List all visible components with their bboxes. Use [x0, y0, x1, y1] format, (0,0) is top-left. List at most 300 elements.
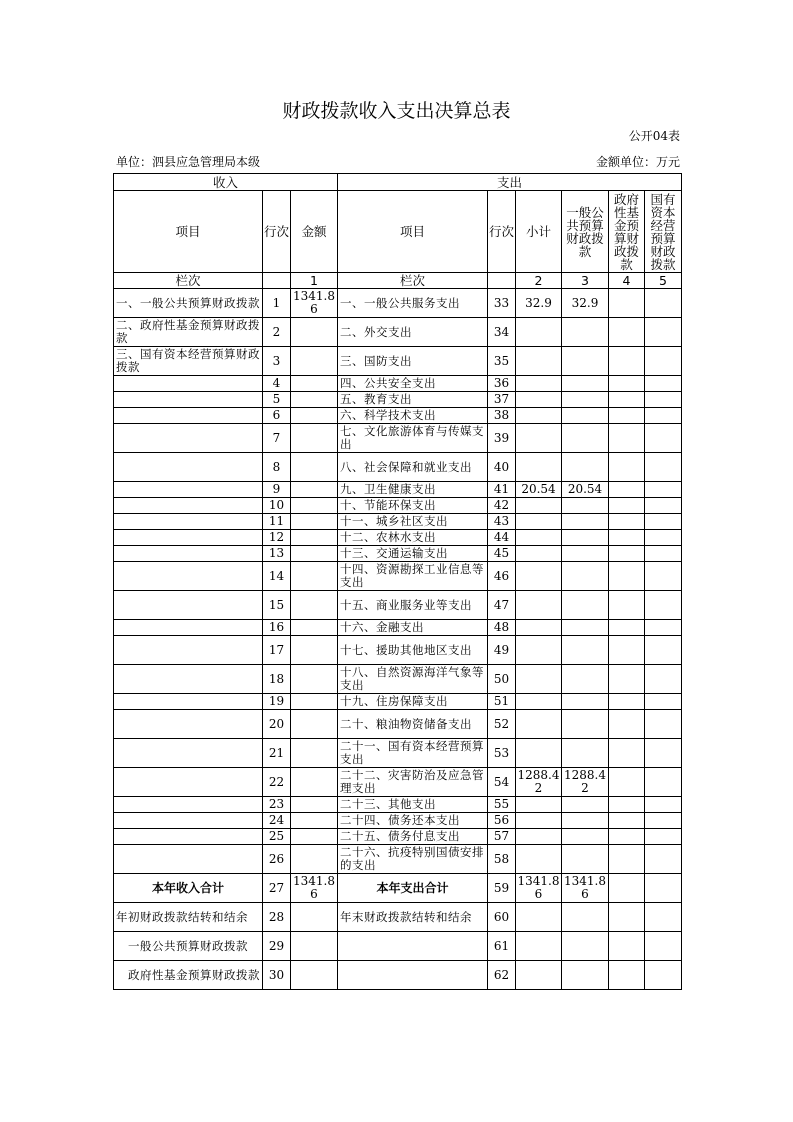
income-row-no: 3 — [263, 347, 291, 376]
income-row-no: 29 — [263, 932, 291, 961]
income-row-no: 14 — [263, 562, 291, 591]
expense-row-no: 60 — [488, 903, 516, 932]
income-column-no-label: 栏次 — [114, 273, 263, 289]
totals-row — [114, 874, 682, 903]
expense-subtotal: 32.9 — [516, 289, 562, 318]
table-row — [114, 562, 682, 591]
gov-fund-amount — [609, 845, 645, 874]
gov-fund-amount — [609, 530, 645, 546]
expense-item: 二十、粮油物资储备支出 — [338, 710, 488, 739]
expense-subtotal — [516, 347, 562, 376]
income-amount — [291, 903, 338, 932]
table-row — [114, 813, 682, 829]
income-row-no: 20 — [263, 710, 291, 739]
expense-item: 五、教育支出 — [338, 392, 488, 408]
income-item — [114, 845, 263, 874]
expense-column-no-label: 栏次 — [338, 273, 488, 289]
gov-fund-amount — [609, 392, 645, 408]
income-item: 一、一般公共预算财政拨款 — [114, 289, 263, 318]
expense-row-no: 61 — [488, 932, 516, 961]
expense-item: 十四、资源勘探工业信息等支出 — [338, 562, 488, 591]
expense-item — [338, 932, 488, 961]
income-row-no: 17 — [263, 636, 291, 665]
table-row — [114, 845, 682, 874]
form-code: 公开04表 — [628, 129, 680, 143]
page-title: 财政拨款收入支出决算总表 — [282, 100, 511, 122]
column-no-3: 3 — [562, 273, 609, 289]
income-row-no: 21 — [263, 739, 291, 768]
state-capital-amount — [645, 546, 682, 562]
general-budget-amount — [562, 845, 609, 874]
income-amount: 1341.86 — [291, 289, 338, 318]
income-amount — [291, 392, 338, 408]
income-row-no: 8 — [263, 453, 291, 482]
expense-row-no: 36 — [488, 376, 516, 392]
income-row-no: 13 — [263, 546, 291, 562]
income-row-no: 6 — [263, 408, 291, 424]
expense-subtotal — [516, 620, 562, 636]
expense-subtotal — [516, 514, 562, 530]
income-item — [114, 408, 263, 424]
general-budget-amount — [562, 530, 609, 546]
general-budget-amount — [562, 514, 609, 530]
gov-fund-amount — [609, 546, 645, 562]
column-no-4: 4 — [609, 273, 645, 289]
income-item — [114, 665, 263, 694]
income-item: 本年收入合计 — [114, 874, 263, 903]
expense-row-no: 54 — [488, 768, 516, 797]
state-capital-amount — [645, 665, 682, 694]
income-row-no: 26 — [263, 845, 291, 874]
general-budget-amount — [562, 710, 609, 739]
table-row — [114, 739, 682, 768]
income-amount — [291, 530, 338, 546]
expense-item: 四、公共安全支出 — [338, 376, 488, 392]
table-row — [114, 620, 682, 636]
table-row — [114, 482, 682, 498]
expense-item: 八、社会保障和就业支出 — [338, 453, 488, 482]
table-row — [114, 546, 682, 562]
expense-item: 二十四、债务还本支出 — [338, 813, 488, 829]
state-capital-header: 国有资本经营预算财政拨款 — [645, 191, 682, 273]
expense-row-no: 50 — [488, 665, 516, 694]
expense-column-no-blank — [488, 273, 516, 289]
table-row — [114, 514, 682, 530]
table-row — [114, 932, 682, 961]
expense-row-no: 34 — [488, 318, 516, 347]
expense-subtotal — [516, 408, 562, 424]
table-row — [114, 591, 682, 620]
expense-row-no: 44 — [488, 530, 516, 546]
income-item — [114, 797, 263, 813]
table-row — [114, 453, 682, 482]
income-item: 三、国有资本经营预算财政拨款 — [114, 347, 263, 376]
expense-subtotal — [516, 591, 562, 620]
income-item — [114, 739, 263, 768]
expense-item: 三、国防支出 — [338, 347, 488, 376]
income-item — [114, 710, 263, 739]
income-row-no: 25 — [263, 829, 291, 845]
expense-row-no: 37 — [488, 392, 516, 408]
state-capital-amount — [645, 797, 682, 813]
expense-subtotal — [516, 318, 562, 347]
income-amount — [291, 318, 338, 347]
expense-item: 十一、城乡社区支出 — [338, 514, 488, 530]
general-budget-amount — [562, 498, 609, 514]
expense-row-no: 42 — [488, 498, 516, 514]
state-capital-amount — [645, 530, 682, 546]
income-amount — [291, 829, 338, 845]
table-row — [114, 636, 682, 665]
income-amount — [291, 453, 338, 482]
income-row-no-header: 行次 — [263, 191, 291, 273]
gov-fund-amount — [609, 768, 645, 797]
income-amount — [291, 739, 338, 768]
income-amount — [291, 694, 338, 710]
state-capital-amount — [645, 845, 682, 874]
income-row-no: 24 — [263, 813, 291, 829]
expense-row-no: 56 — [488, 813, 516, 829]
income-item — [114, 562, 263, 591]
expense-subtotal — [516, 694, 562, 710]
income-column-no-blank — [263, 273, 291, 289]
income-item-header: 项目 — [114, 191, 263, 273]
income-amount — [291, 498, 338, 514]
gov-fund-amount — [609, 453, 645, 482]
expense-item: 年末财政拨款结转和结余 — [338, 903, 488, 932]
expense-item: 十三、交通运输支出 — [338, 546, 488, 562]
expense-item: 二十五、债务付息支出 — [338, 829, 488, 845]
expense-header: 支出 — [338, 174, 682, 191]
expense-row-no: 40 — [488, 453, 516, 482]
general-budget-amount — [562, 562, 609, 591]
expense-item: 本年支出合计 — [338, 874, 488, 903]
income-amount — [291, 482, 338, 498]
income-amount: 1341.86 — [291, 874, 338, 903]
table-row — [114, 797, 682, 813]
general-budget-amount — [562, 636, 609, 665]
table-row — [114, 829, 682, 845]
income-row-no: 16 — [263, 620, 291, 636]
expense-row-no: 46 — [488, 562, 516, 591]
income-item — [114, 620, 263, 636]
expense-subtotal — [516, 739, 562, 768]
table-row — [114, 376, 682, 392]
expense-subtotal — [516, 665, 562, 694]
gov-fund-amount — [609, 620, 645, 636]
income-row-no: 7 — [263, 424, 291, 453]
income-item — [114, 813, 263, 829]
expense-item — [338, 961, 488, 990]
expense-subtotal — [516, 392, 562, 408]
income-item: 年初财政拨款结转和结余 — [114, 903, 263, 932]
expense-row-no: 51 — [488, 694, 516, 710]
expense-subtotal — [516, 498, 562, 514]
general-budget-amount — [562, 591, 609, 620]
general-budget-amount — [562, 318, 609, 347]
gov-fund-amount — [609, 739, 645, 768]
gov-fund-amount — [609, 903, 645, 932]
gov-fund-amount — [609, 408, 645, 424]
expense-item: 十六、金融支出 — [338, 620, 488, 636]
expense-subtotal — [516, 636, 562, 665]
income-amount-header: 金额 — [291, 191, 338, 273]
income-amount — [291, 514, 338, 530]
income-item — [114, 591, 263, 620]
income-amount — [291, 408, 338, 424]
expense-subtotal: 1341.86 — [517, 874, 560, 901]
expense-subtotal — [516, 530, 562, 546]
gov-fund-amount — [609, 797, 645, 813]
income-row-no: 5 — [263, 392, 291, 408]
state-capital-amount — [645, 739, 682, 768]
state-capital-amount — [645, 874, 682, 903]
gov-fund-amount — [609, 874, 645, 903]
expense-item: 二十二、灾害防治及应急管理支出 — [338, 768, 488, 797]
income-header: 收入 — [114, 174, 338, 191]
general-budget-amount: 20.54 — [562, 482, 609, 498]
general-budget-amount — [562, 694, 609, 710]
expense-item-header: 项目 — [338, 191, 488, 273]
income-row-no: 28 — [263, 903, 291, 932]
expense-row-no: 53 — [488, 739, 516, 768]
state-capital-amount — [645, 289, 682, 318]
income-row-no: 27 — [263, 874, 291, 903]
income-row-no: 19 — [263, 694, 291, 710]
expense-item: 十二、农林水支出 — [338, 530, 488, 546]
income-item — [114, 530, 263, 546]
expense-row-no: 39 — [488, 424, 516, 453]
expense-subtotal — [516, 546, 562, 562]
column-no-2: 2 — [516, 273, 562, 289]
expense-item: 十、节能环保支出 — [338, 498, 488, 514]
table-row — [114, 408, 682, 424]
table-row — [114, 903, 682, 932]
state-capital-amount — [645, 562, 682, 591]
income-item — [114, 376, 263, 392]
income-item: 二、政府性基金预算财政拨款 — [114, 318, 263, 347]
income-item: 政府性基金预算财政拨款 — [114, 961, 263, 990]
gov-fund-amount — [609, 961, 645, 990]
state-capital-amount — [645, 813, 682, 829]
expense-item: 十九、住房保障支出 — [338, 694, 488, 710]
income-amount — [291, 845, 338, 874]
expense-subtotal — [516, 813, 562, 829]
state-capital-amount — [645, 636, 682, 665]
table-row — [114, 424, 682, 453]
expense-subtotal — [516, 932, 562, 961]
income-row-no: 15 — [263, 591, 291, 620]
table-row — [114, 961, 682, 990]
expense-row-no: 33 — [488, 289, 516, 318]
expense-item: 二、外交支出 — [338, 318, 488, 347]
state-capital-amount — [645, 932, 682, 961]
expense-item: 十七、援助其他地区支出 — [338, 636, 488, 665]
expense-subtotal: 1288.42 — [517, 768, 560, 795]
currency-label: 金额单位：万元 — [595, 155, 680, 169]
state-capital-amount — [645, 591, 682, 620]
table-row — [114, 694, 682, 710]
state-capital-amount — [645, 376, 682, 392]
gov-fund-header: 政府性基金预算财政拨款 — [609, 191, 645, 273]
expense-row-no: 58 — [488, 845, 516, 874]
general-budget-amount — [562, 829, 609, 845]
income-amount — [291, 347, 338, 376]
state-capital-amount — [645, 424, 682, 453]
general-budget-amount — [562, 376, 609, 392]
gov-fund-amount — [609, 591, 645, 620]
state-capital-amount — [645, 768, 682, 797]
expense-item: 十五、商业服务业等支出 — [338, 591, 488, 620]
state-capital-amount — [645, 829, 682, 845]
expense-item: 一、一般公共服务支出 — [338, 289, 488, 318]
expense-item: 六、科学技术支出 — [338, 408, 488, 424]
general-budget-amount — [562, 408, 609, 424]
gov-fund-amount — [609, 694, 645, 710]
table-row — [114, 289, 682, 318]
column-no-5: 5 — [645, 273, 682, 289]
state-capital-amount — [645, 347, 682, 376]
income-amount — [291, 591, 338, 620]
general-budget-amount — [562, 424, 609, 453]
gov-fund-amount — [609, 424, 645, 453]
expense-row-no-header: 行次 — [488, 191, 516, 273]
income-row-no: 4 — [263, 376, 291, 392]
expense-subtotal — [516, 961, 562, 990]
gov-fund-amount — [609, 347, 645, 376]
expense-subtotal — [516, 903, 562, 932]
table-row — [114, 665, 682, 694]
general-budget-amount — [562, 813, 609, 829]
state-capital-amount — [645, 694, 682, 710]
general-budget-amount — [562, 392, 609, 408]
income-item — [114, 498, 263, 514]
expense-subtotal — [516, 710, 562, 739]
expense-item: 二十六、抗疫特别国债安排的支出 — [338, 845, 488, 874]
table-row — [114, 768, 682, 797]
general-budget-amount — [562, 932, 609, 961]
gov-fund-amount — [609, 932, 645, 961]
income-row-no: 2 — [263, 318, 291, 347]
expense-item: 二十三、其他支出 — [338, 797, 488, 813]
expense-subtotal — [516, 376, 562, 392]
income-row-no: 9 — [263, 482, 291, 498]
expense-item: 七、文化旅游体育与传媒支出 — [338, 424, 488, 453]
expense-subtotal — [516, 424, 562, 453]
income-row-no: 30 — [263, 961, 291, 990]
expense-item: 二十一、国有资本经营预算支出 — [338, 739, 488, 768]
general-budget-amount — [562, 797, 609, 813]
table-row — [114, 710, 682, 739]
general-budget-amount — [562, 347, 609, 376]
income-amount — [291, 710, 338, 739]
expense-row-no: 41 — [488, 482, 516, 498]
income-row-no: 11 — [263, 514, 291, 530]
state-capital-amount — [645, 903, 682, 932]
subtotal-header: 小计 — [516, 191, 562, 273]
general-budget-header: 一般公共预算财政拨款 — [562, 191, 609, 273]
gov-fund-amount — [609, 710, 645, 739]
table-row — [114, 530, 682, 546]
income-amount — [291, 961, 338, 990]
gov-fund-amount — [609, 289, 645, 318]
unit-label: 单位：泗县应急管理局本级 — [116, 155, 261, 169]
expense-row-no: 47 — [488, 591, 516, 620]
expense-item: 十八、自然资源海洋气象等支出 — [338, 665, 488, 694]
appropriation-table — [113, 173, 682, 990]
expense-row-no: 59 — [488, 874, 516, 903]
income-item — [114, 768, 263, 797]
income-item — [114, 514, 263, 530]
expense-row-no: 35 — [488, 347, 516, 376]
income-amount — [291, 768, 338, 797]
expense-subtotal — [516, 845, 562, 874]
expense-subtotal — [516, 829, 562, 845]
state-capital-amount — [645, 710, 682, 739]
income-item — [114, 482, 263, 498]
expense-row-no: 57 — [488, 829, 516, 845]
general-budget-amount — [562, 739, 609, 768]
state-capital-amount — [645, 408, 682, 424]
table-row — [114, 392, 682, 408]
table-row — [114, 347, 682, 376]
general-budget-amount — [562, 665, 609, 694]
expense-row-no: 62 — [488, 961, 516, 990]
table-row — [114, 318, 682, 347]
gov-fund-amount — [609, 562, 645, 591]
gov-fund-amount — [609, 813, 645, 829]
expense-row-no: 49 — [488, 636, 516, 665]
gov-fund-amount — [609, 665, 645, 694]
expense-row-no: 43 — [488, 514, 516, 530]
general-budget-amount: 1288.42 — [562, 768, 609, 797]
general-budget-amount — [562, 620, 609, 636]
expense-subtotal: 20.54 — [516, 482, 562, 498]
state-capital-amount — [645, 498, 682, 514]
expense-subtotal — [516, 797, 562, 813]
income-amount — [291, 797, 338, 813]
gov-fund-amount — [609, 636, 645, 665]
gov-fund-amount — [609, 376, 645, 392]
income-item: 一般公共预算财政拨款 — [114, 932, 263, 961]
income-amount — [291, 546, 338, 562]
income-item — [114, 636, 263, 665]
income-amount — [291, 620, 338, 636]
table-row — [114, 498, 682, 514]
state-capital-amount — [645, 514, 682, 530]
gov-fund-amount — [609, 318, 645, 347]
income-amount — [291, 562, 338, 591]
income-row-no: 22 — [263, 768, 291, 797]
state-capital-amount — [645, 318, 682, 347]
column-no-1: 1 — [291, 273, 338, 289]
gov-fund-amount — [609, 829, 645, 845]
income-row-no: 12 — [263, 530, 291, 546]
income-item — [114, 424, 263, 453]
income-amount — [291, 665, 338, 694]
income-amount — [291, 636, 338, 665]
expense-row-no: 45 — [488, 546, 516, 562]
income-item — [114, 829, 263, 845]
state-capital-amount — [645, 482, 682, 498]
income-amount — [291, 424, 338, 453]
income-amount — [291, 932, 338, 961]
gov-fund-amount — [609, 498, 645, 514]
state-capital-amount — [645, 453, 682, 482]
income-item — [114, 546, 263, 562]
expense-row-no: 48 — [488, 620, 516, 636]
general-budget-amount — [562, 453, 609, 482]
